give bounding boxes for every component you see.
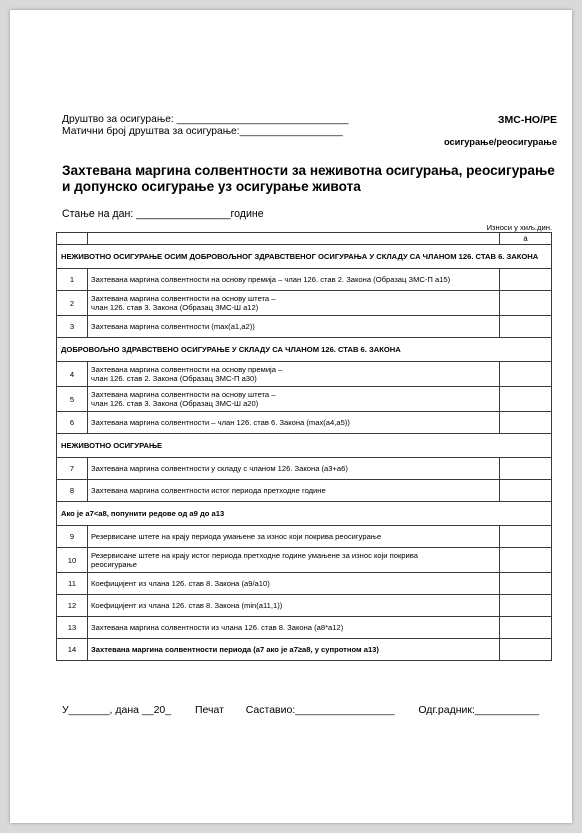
- table-row: [57, 316, 552, 338]
- row-description: Захтевана маргина солвентности истог периода претходне године: [88, 480, 500, 502]
- row-value-cell[interactable]: [500, 269, 552, 291]
- row-description: Захтевана маргина солвентности (max(а1,а2)): [88, 316, 500, 338]
- header-cell-num: [57, 233, 88, 245]
- state-date-field: Стање на дан: ________________године: [62, 208, 264, 220]
- section-row: [57, 338, 552, 362]
- row-number: 9: [57, 526, 88, 548]
- row-value-cell[interactable]: [500, 316, 552, 338]
- row-description: Захтевана маргина солвентности – члан 126. став 6. Закона (max(а4,а5)): [88, 412, 500, 434]
- row-description: Захтевана маргина солвентности из члана 126. став 8. Закона (а8*а12): [88, 617, 500, 639]
- row-number: 6: [57, 412, 88, 434]
- form-code: ЗМС-НО/РЕ: [497, 114, 557, 126]
- table-row: [57, 573, 552, 595]
- row-description: Захтевана маргина солвентности у складу с чланом 126. Закона (а3+а6): [88, 458, 500, 480]
- row-value-cell[interactable]: [500, 387, 552, 412]
- row-value-cell[interactable]: [500, 458, 552, 480]
- row-number: 14: [57, 639, 88, 661]
- company-regno-field: Матични број друштва за осигурање:__________________: [62, 126, 343, 137]
- table-header-row: [57, 233, 552, 245]
- signature-footer: [62, 704, 542, 716]
- table-row: [57, 548, 552, 573]
- document-title: Захтевана маргина солвентности за неживотна осигурања, реосигурање и допунско осигурање уз осигурање живота: [62, 163, 555, 194]
- responsible-person-field: Одг.радник:___________: [418, 704, 540, 716]
- table-row: [57, 412, 552, 434]
- row-value-cell[interactable]: [500, 412, 552, 434]
- row-description: Коефицијент из члана 126. став 8. Закона (min(а11,1)): [88, 595, 500, 617]
- row-description: Коефицијент из члана 126. став 8. Закона (а9/а10): [88, 573, 500, 595]
- row-number: 8: [57, 480, 88, 502]
- section-title: Ако је а7<а8, попунити редове од а9 до а13: [57, 502, 552, 526]
- row-description: [88, 387, 500, 412]
- row-number: 1: [57, 269, 88, 291]
- row-description-line: Захтевана маргина солвентности на основу премија –: [91, 365, 283, 374]
- section-row: [57, 245, 552, 269]
- place-date-field: У_______, дана __20_: [62, 704, 172, 716]
- compiled-by-field: Саставио:_________________: [245, 704, 395, 716]
- table-row: [57, 291, 552, 316]
- row-value-cell[interactable]: [500, 617, 552, 639]
- section-title: ДОБРОВОЉНО ЗДРАВСТВЕНО ОСИГУРАЊЕ У СКЛАДУ СА ЧЛАНОМ 126. СТАВ 6. ЗАКОНА: [57, 338, 552, 362]
- solvency-margin-table: [56, 232, 552, 661]
- table-row: [57, 458, 552, 480]
- row-number: 7: [57, 458, 88, 480]
- table-row: [57, 526, 552, 548]
- row-number: 13: [57, 617, 88, 639]
- row-description: Захтевана маргина солвентности на основу премија – члан 126. став 2. Закона (Образац ЗМС-П а15): [88, 269, 500, 291]
- section-title: НЕЖИВОТНО ОСИГУРАЊЕ ОСИМ ДОБРОВОЉНОГ ЗДРАВСТВЕНОГ ОСИГУРАЊА У СКЛАДУ СА ЧЛАНОМ 126. СТАВ 6. ЗАКОНА: [57, 245, 552, 269]
- table-row: [57, 595, 552, 617]
- row-value-cell[interactable]: [500, 291, 552, 316]
- row-number: 10: [57, 548, 88, 573]
- header-cell-a: а: [500, 233, 552, 245]
- insurance-type: осигурање/реосигурање: [443, 137, 557, 147]
- row-value-cell[interactable]: [500, 480, 552, 502]
- table-row: [57, 269, 552, 291]
- row-description-line: члан 126. став 2. Закона (Образац ЗМС-П а30): [91, 374, 257, 383]
- document-page: [10, 10, 572, 823]
- row-value-cell[interactable]: [500, 595, 552, 617]
- row-description-line: реосигурање: [91, 560, 138, 569]
- stamp-label: Печат: [194, 704, 224, 716]
- row-description: Захтевана маргина солвентности периода (а7 ако је а7≥а8, у супротном а13): [88, 639, 500, 661]
- table-row: [57, 387, 552, 412]
- row-description: [88, 548, 500, 573]
- amount-units: Износи у хиљ.дин.: [486, 223, 552, 232]
- row-value-cell[interactable]: [500, 548, 552, 573]
- row-value-cell[interactable]: [500, 526, 552, 548]
- row-number: 3: [57, 316, 88, 338]
- table-row: [57, 362, 552, 387]
- row-description-line: Захтевана маргина солвентности на основу штета –: [91, 390, 276, 399]
- row-number: 5: [57, 387, 88, 412]
- company-name-field: Друштво за осигурање: ______________________________: [62, 114, 349, 125]
- row-value-cell[interactable]: [500, 362, 552, 387]
- row-description-line: члан 126. став 3. Закона (Образац ЗМС-Ш а20): [91, 399, 259, 408]
- section-row: [57, 502, 552, 526]
- row-description: Резервисане штете на крају периода умањене за износ који покрива реосигурање: [88, 526, 500, 548]
- row-description: [88, 291, 500, 316]
- row-value-cell[interactable]: [500, 573, 552, 595]
- row-number: 11: [57, 573, 88, 595]
- table-row: [57, 480, 552, 502]
- row-description-line: Захтевана маргина солвентности на основу штета –: [91, 294, 276, 303]
- row-number: 2: [57, 291, 88, 316]
- table-row: [57, 617, 552, 639]
- row-value-cell[interactable]: [500, 639, 552, 661]
- row-number: 4: [57, 362, 88, 387]
- row-number: 12: [57, 595, 88, 617]
- section-title: НЕЖИВОТНО ОСИГУРАЊЕ: [57, 434, 552, 458]
- row-description: [88, 362, 500, 387]
- row-description-line: Резервисане штете на крају истог периода претходне године умањене за износ који покрива: [91, 551, 418, 560]
- row-description-line: члан 126. став 3. Закона (Образац ЗМС-Ш а12): [91, 303, 259, 312]
- header-cell-desc: [88, 233, 500, 245]
- section-row: [57, 434, 552, 458]
- table-row: [57, 639, 552, 661]
